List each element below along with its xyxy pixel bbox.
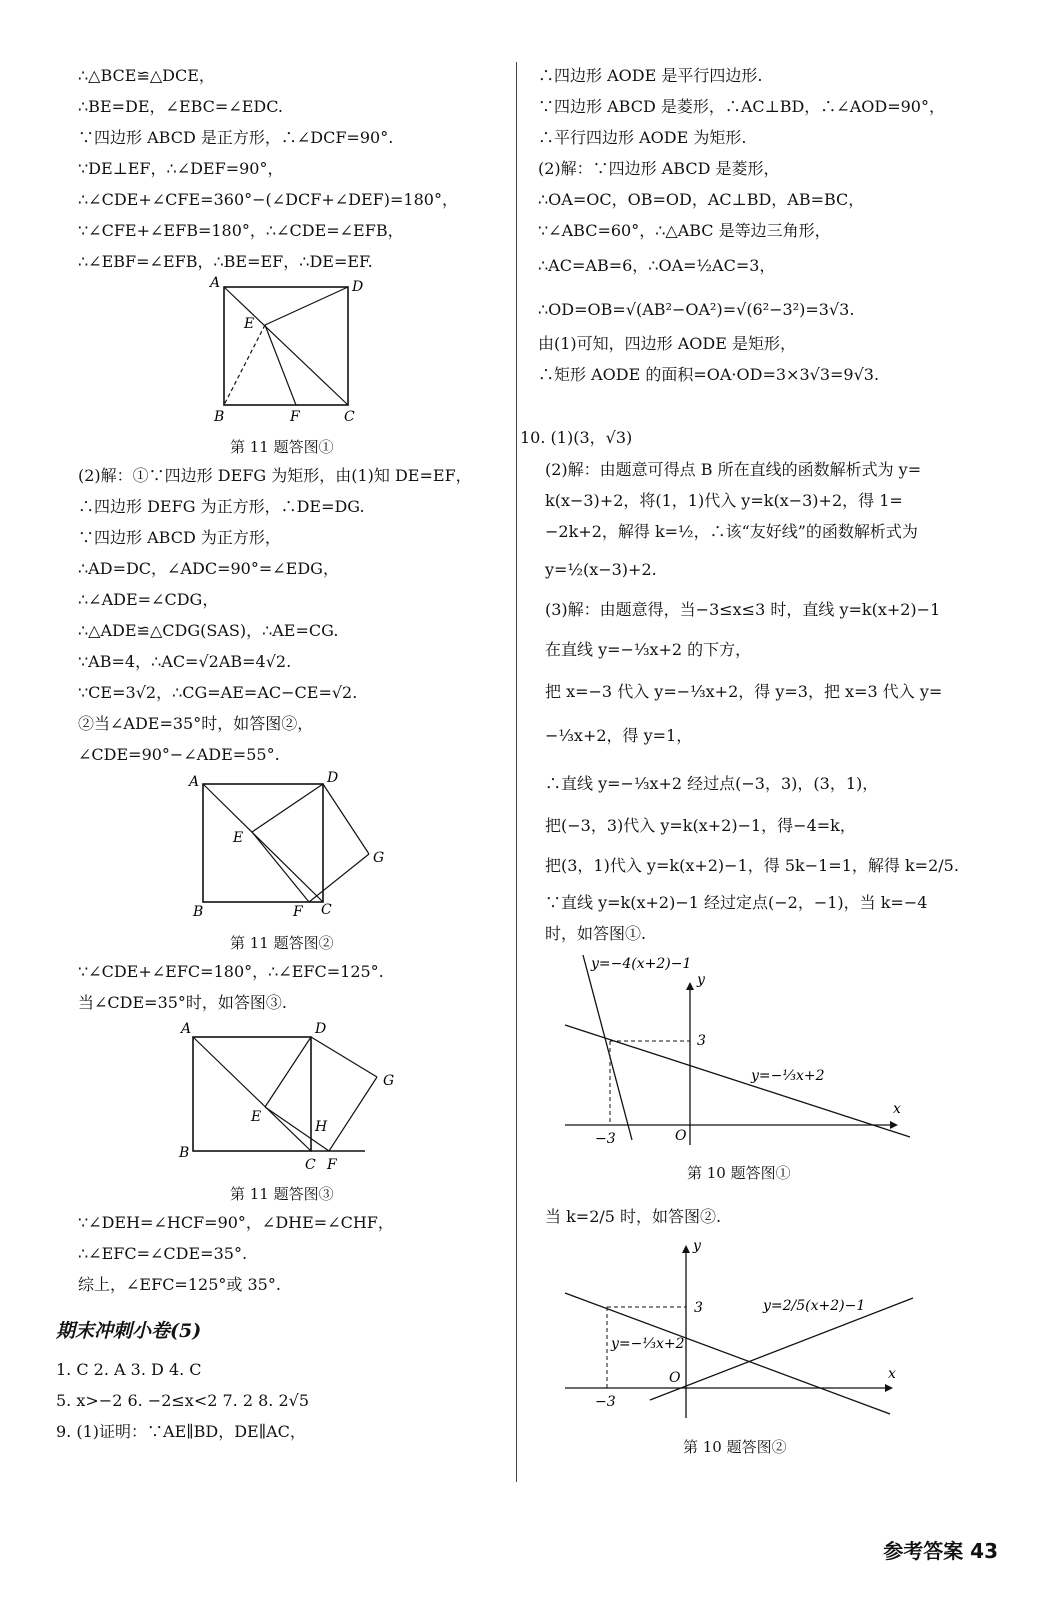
label-D: D: [327, 770, 339, 786]
text-line: ∵∠DEH=∠HCF=90°，∠DHE=∠CHF，: [78, 1213, 394, 1232]
figure-11-1: [200, 275, 370, 430]
text-line: ∵四边形 ABCD 是正方形，∴∠DCF=90°.: [78, 128, 394, 147]
text-line: ∵CE=3√2，∴CG=AE=AC−CE=√2.: [78, 683, 358, 702]
figure-caption: 第 11 题答图③: [230, 1185, 334, 1203]
text-line: 时，如答图①.: [545, 924, 647, 943]
text-line: ∴四边形 DEFG 为正方形，∴DE=DG.: [78, 497, 365, 516]
graph-10-1: [555, 950, 925, 1155]
text-line: 当 k=2/5 时，如答图②.: [545, 1207, 722, 1226]
column-divider: [516, 62, 517, 1482]
label-D: D: [315, 1021, 327, 1037]
text-line: ∵四边形 ABCD 是菱形，∴AC⊥BD，∴∠AOD=90°，: [538, 97, 945, 116]
text-line: ∵AB=4，∴AC=√2AB=4√2.: [78, 652, 292, 671]
text-line: (2)解：①∵四边形 DEFG 为矩形，由(1)知 DE=EF，: [78, 466, 472, 485]
text-line: ∴∠EBF=∠EFB，∴BE=EF，∴DE=EF.: [78, 252, 373, 271]
text-line: ∴AD=DC，∠ADC=90°=∠EDG，: [78, 559, 339, 578]
text-line: ∵DE⊥EF，∴∠DEF=90°，: [78, 159, 284, 178]
x-axis-label: x: [893, 1101, 901, 1117]
graph-line-label: y=−⅓x+2: [751, 1068, 825, 1084]
figure-caption: 第 10 题答图②: [683, 1438, 787, 1456]
label-E: E: [244, 316, 255, 332]
text-line: ∴△BCE≌△DCE，: [78, 66, 215, 85]
answer-line: 5. x>−2 6. −2≤x<2 7. 2 8. 2√5: [56, 1391, 310, 1410]
text-line: 在直线 y=−⅓x+2 的下方，: [545, 640, 752, 659]
label-F: F: [327, 1157, 337, 1173]
text-line: 由(1)可知，四边形 AODE 是矩形，: [538, 334, 797, 353]
tick-label: −3: [595, 1394, 616, 1410]
figure-caption: 第 11 题答图①: [230, 438, 334, 456]
text-line: ∴AC=AB=6，∴OA=½AC=3，: [538, 256, 776, 275]
tick-label: 3: [694, 1300, 703, 1316]
label-F: F: [293, 904, 303, 920]
figure-caption: 第 10 题答图①: [687, 1164, 791, 1182]
text-line: ∵∠CDE+∠EFC=180°，∴∠EFC=125°.: [78, 962, 384, 981]
graph-line-label: y=−⅓x+2: [611, 1336, 685, 1352]
text-line: ∴∠CDE+∠CFE=360°−(∠DCF+∠DEF)=180°，: [78, 190, 458, 209]
label-F: F: [290, 409, 300, 425]
text-line: ∴OA=OC，OB=OD，AC⊥BD，AB=BC，: [538, 190, 865, 209]
text-line: k(x−3)+2，将(1，1)代入 y=k(x−3)+2，得 1=: [545, 491, 903, 510]
text-line: (2)解：由题意可得点 B 所在直线的函数解析式为 y=: [545, 460, 922, 479]
graph-10-2: [555, 1238, 925, 1423]
text-line: 把 x=−3 代入 y=−⅓x+2，得 y=3，把 x=3 代入 y=: [545, 682, 943, 701]
answer-line: 9. (1)证明：∵AE∥BD，DE∥AC，: [56, 1422, 306, 1441]
origin-label: O: [675, 1128, 687, 1144]
text-line: 把(3，1)代入 y=k(x+2)−1，得 5k−1=1，解得 k=2/5.: [545, 856, 959, 875]
label-G: G: [373, 850, 385, 866]
text-line: y=½(x−3)+2.: [545, 560, 657, 579]
y-axis-label: y: [697, 972, 705, 988]
label-G: G: [383, 1073, 395, 1089]
tick-label: −3: [595, 1131, 616, 1147]
label-E: E: [251, 1109, 262, 1125]
text-line: −⅓x+2，得 y=1，: [545, 726, 693, 745]
text-line: ∴直线 y=−⅓x+2 经过点(−3，3)，(3，1)，: [545, 774, 879, 793]
label-B: B: [179, 1145, 190, 1161]
y-axis-label: y: [693, 1238, 701, 1254]
text-line: ∵直线 y=k(x+2)−1 经过定点(−2，−1)，当 k=−4: [545, 893, 928, 912]
text-line: ∴四边形 AODE 是平行四边形.: [538, 66, 763, 85]
text-line: −2k+2，解得 k=½，∴该“友好线”的函数解析式为: [545, 522, 918, 541]
section-title: 期末冲刺小卷(5): [56, 1320, 202, 1342]
label-D: D: [352, 279, 364, 295]
text-line: ∴△ADE≌△CDG(SAS)，∴AE=CG.: [78, 621, 339, 640]
label-E: E: [233, 830, 244, 846]
label-C: C: [321, 902, 332, 918]
label-H: H: [315, 1119, 328, 1135]
text-line: ∴∠EFC=∠CDE=35°.: [78, 1244, 248, 1263]
text-line: 把(−3，3)代入 y=k(x+2)−1，得−4=k，: [545, 816, 856, 835]
label-B: B: [214, 409, 225, 425]
text-line: ∵∠ABC=60°，∴△ABC 是等边三角形，: [538, 221, 831, 240]
text-line: ②当∠ADE=35°时，如答图②，: [78, 714, 314, 733]
text-line: ∴BE=DE，∠EBC=∠EDC.: [78, 97, 283, 116]
figure-caption: 第 11 题答图②: [230, 934, 334, 952]
figure-11-3: [175, 1015, 405, 1177]
text-line: 10. (1)(3，√3): [520, 428, 633, 447]
label-B: B: [193, 904, 204, 920]
text-line: ∴OD=OB=√(AB²−OA²)=√(6²−3²)=3√3.: [538, 300, 855, 319]
label-A: A: [181, 1021, 192, 1037]
label-C: C: [305, 1157, 316, 1173]
text-line: ∴∠ADE=∠CDG，: [78, 590, 219, 609]
text-line: 当∠CDE=35°时，如答图③.: [78, 993, 288, 1012]
tick-label: 3: [697, 1033, 706, 1049]
text-line: (2)解：∵四边形 ABCD 是菱形，: [538, 159, 780, 178]
text-line: ∠CDE=90°−∠ADE=55°.: [78, 745, 280, 764]
graph-line-label: y=−4(x+2)−1: [591, 956, 692, 972]
label-A: A: [189, 774, 200, 790]
text-line: 综上，∠EFC=125°或 35°.: [78, 1275, 281, 1294]
label-A: A: [210, 275, 221, 291]
answer-line: 1. C 2. A 3. D 4. C: [56, 1360, 202, 1379]
text-line: ∵∠CFE+∠EFB=180°，∴∠CDE=∠EFB，: [78, 221, 404, 240]
figure-11-2: [185, 768, 395, 920]
x-axis-label: x: [888, 1366, 896, 1382]
label-C: C: [344, 409, 355, 425]
graph-line-label: y=2/5(x+2)−1: [763, 1298, 866, 1314]
text-line: ∴平行四边形 AODE 为矩形.: [538, 128, 747, 147]
text-line: ∴矩形 AODE 的面积=OA·OD=3×3√3=9√3.: [538, 365, 880, 384]
text-line: ∵四边形 ABCD 为正方形，: [78, 528, 281, 547]
page-footer: 参考答案 43: [883, 1539, 998, 1563]
text-line: (3)解：由题意得，当−3≤x≤3 时，直线 y=k(x+2)−1: [545, 600, 941, 619]
origin-label: O: [669, 1370, 681, 1386]
